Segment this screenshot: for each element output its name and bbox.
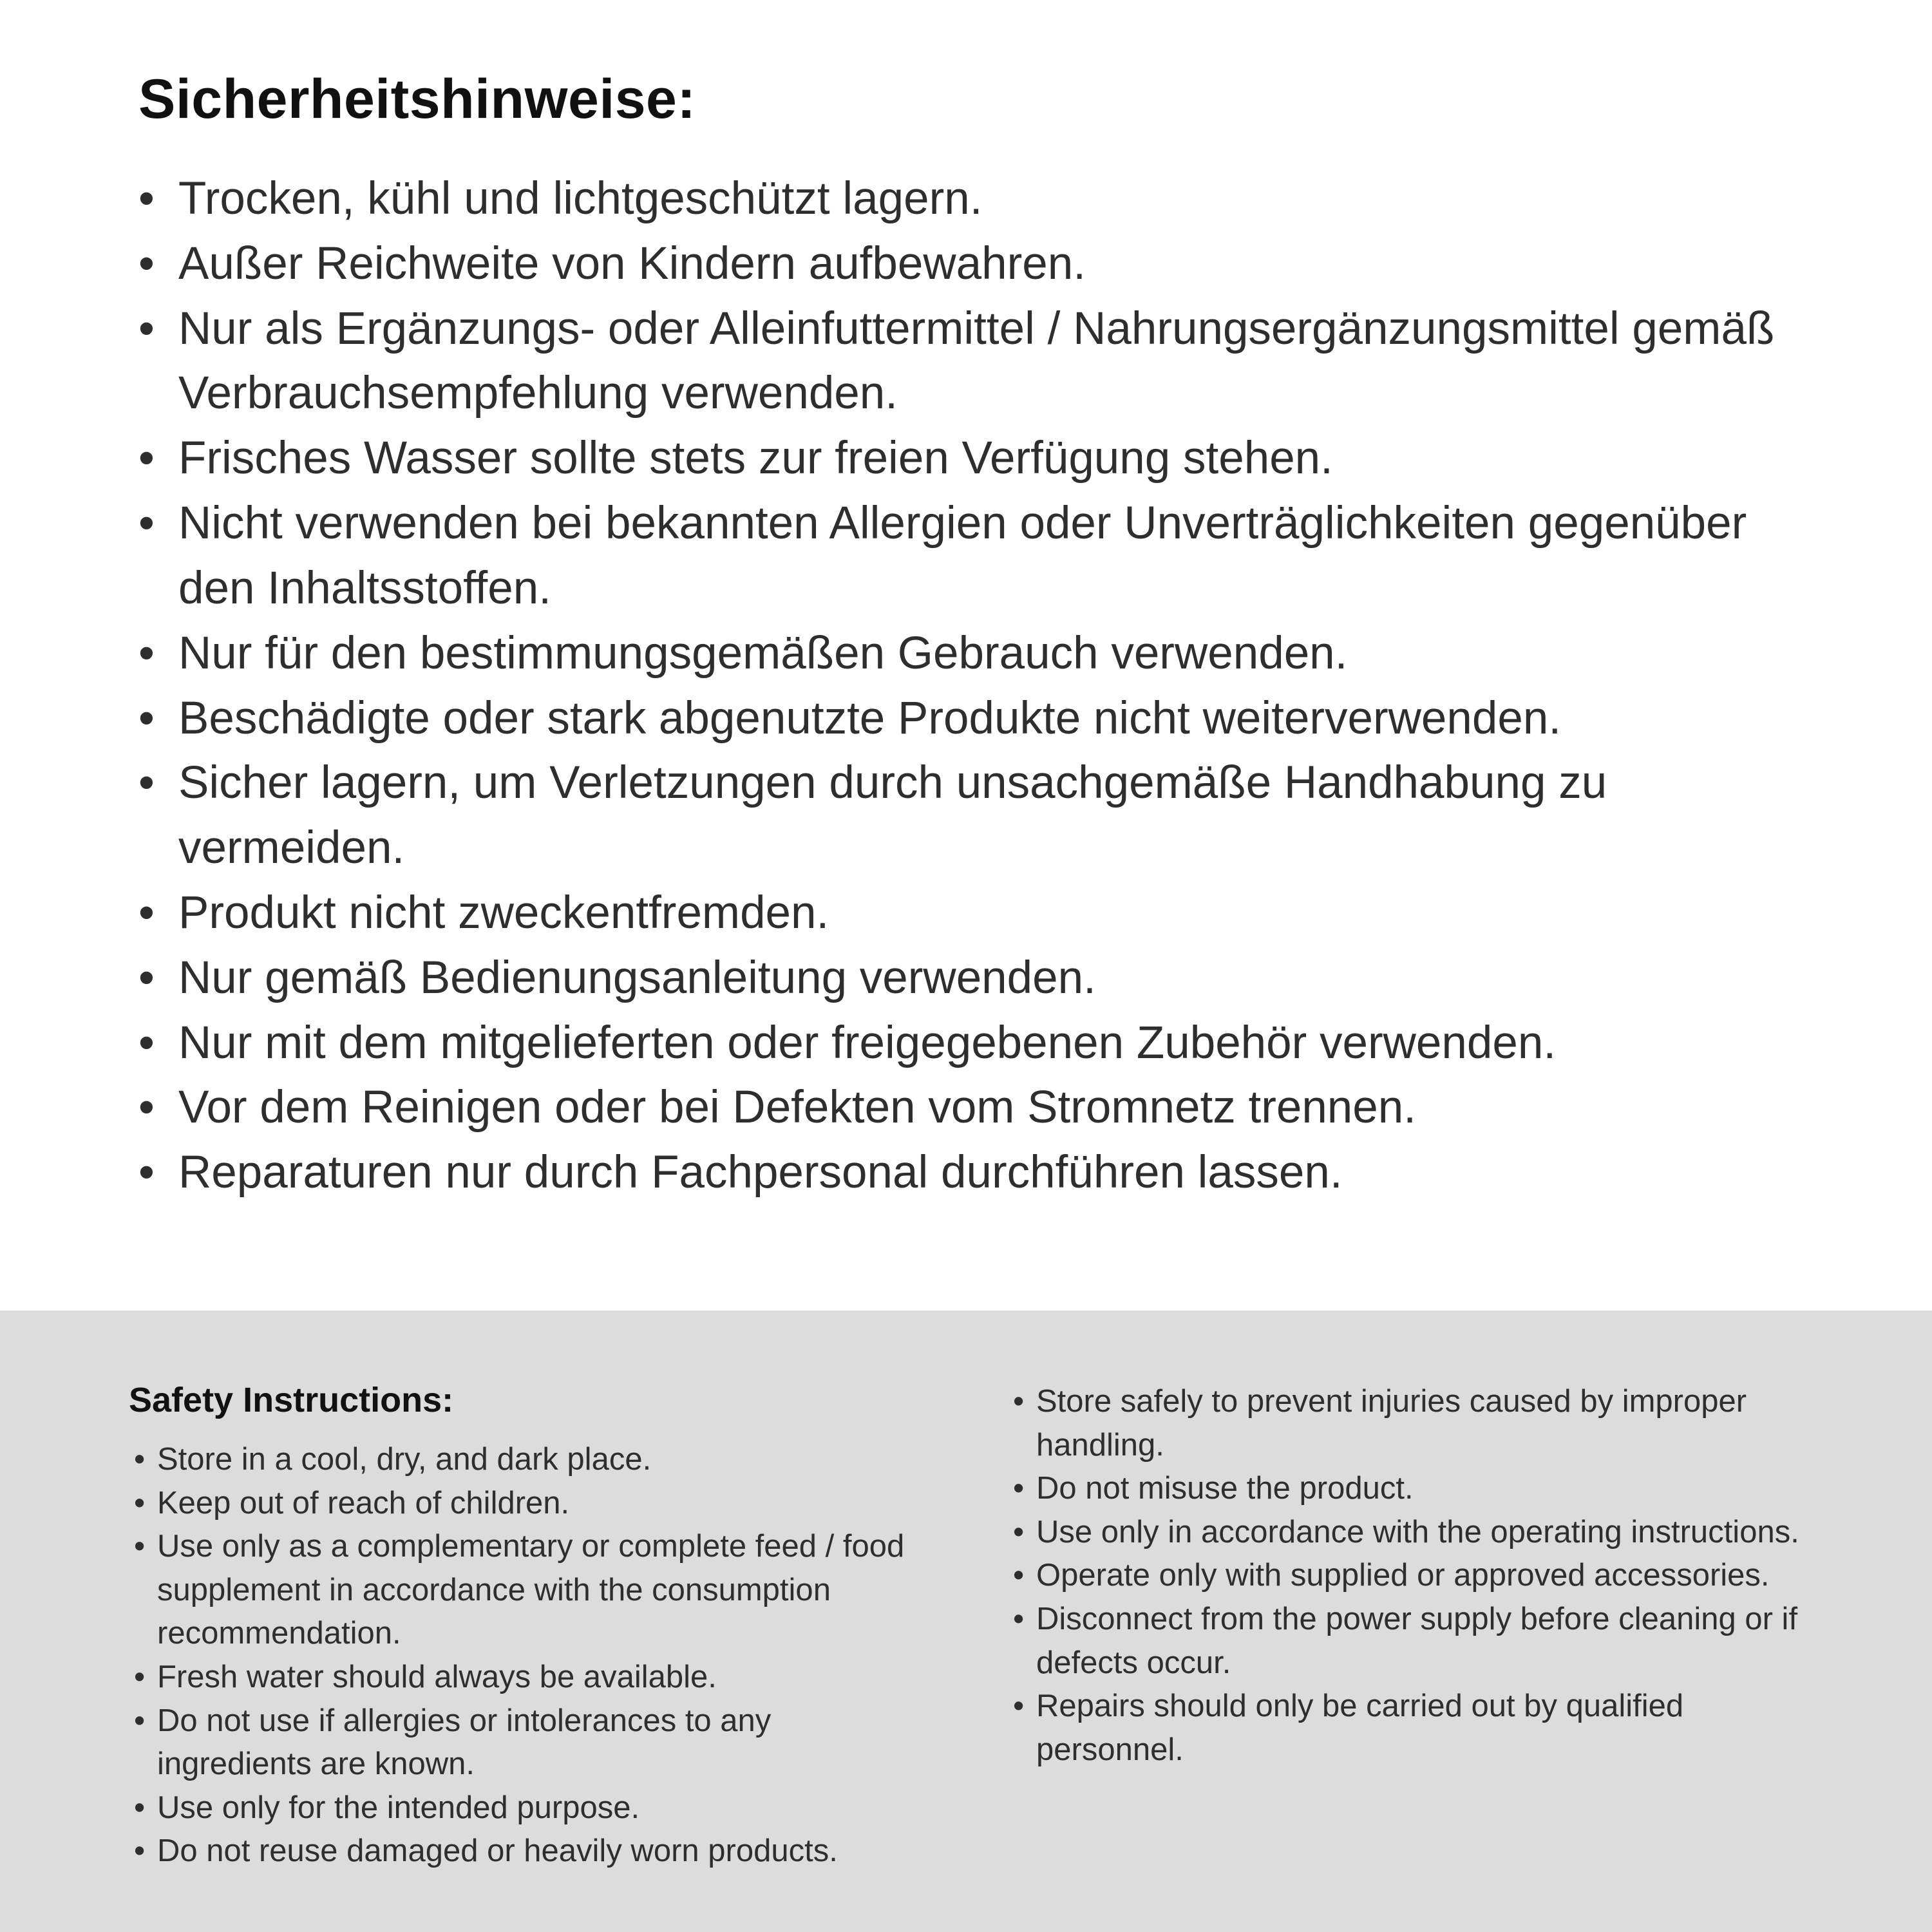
english-safety-item: • Fresh water should always be available.: [129, 1656, 931, 1700]
german-safety-item: • Trocken, kühl und lichtgeschützt lagern.: [138, 167, 1803, 232]
english-safety-item: • Do not use if allergies or intolerances to any ingredients are known.: [129, 1700, 931, 1786]
german-safety-list: [138, 167, 1803, 1206]
english-safety-item: • Operate only with supplied or approved accessories.: [1008, 1554, 1810, 1598]
german-safety-item: • Beschädigte oder stark abgenutzte Produkte nicht weiterverwenden.: [138, 687, 1803, 752]
german-safety-item: • Sicher lagern, um Verletzungen durch unsachgemäße Handhabung zu vermeiden.: [138, 751, 1803, 881]
german-safety-item: • Nur mit dem mitgelieferten oder freigegebenen Zubehör verwenden.: [138, 1011, 1803, 1076]
german-safety-item: • Reparaturen nur durch Fachpersonal durchführen lassen.: [138, 1141, 1803, 1206]
english-safety-item: • Disconnect from the power supply before cleaning or if defects occur.: [1008, 1598, 1810, 1685]
english-safety-item: • Keep out of reach of children.: [129, 1482, 931, 1526]
german-safety-item: • Nur für den bestimmungsgemäßen Gebrauch verwenden.: [138, 621, 1803, 687]
english-safety-item: • Do not misuse the product.: [1008, 1467, 1810, 1511]
english-left-column: [129, 1380, 931, 1893]
english-safety-item: • Store in a cool, dry, and dark place.: [129, 1438, 931, 1482]
english-safety-item: • Use only as a complementary or complete feed / food supplement in accordance with the consumption recommendation.: [129, 1525, 931, 1656]
german-safety-item: • Nur gemäß Bedienungsanleitung verwenden.: [138, 946, 1803, 1011]
german-safety-item: • Nur als Ergänzungs- oder Alleinfuttermittel / Nahrungsergänzungsmittel gemäß Verbrauchsempfehlung verwenden.: [138, 297, 1803, 427]
german-safety-item: • Nicht verwenden bei bekannten Allergien oder Unverträglichkeiten gegenüber den Inhaltsstoffen.: [138, 491, 1803, 621]
german-safety-item: • Außer Reichweite von Kindern aufbewahren.: [138, 232, 1803, 297]
german-safety-item: • Produkt nicht zweckentfremden.: [138, 881, 1803, 946]
english-safety-list-right: [1008, 1380, 1810, 1772]
english-safety-item: • Use only in accordance with the operating instructions.: [1008, 1511, 1810, 1555]
english-safety-list-left: [129, 1438, 931, 1873]
english-safety-section: [0, 1311, 1932, 1932]
english-safety-item: • Repairs should only be carried out by qualified personnel.: [1008, 1685, 1810, 1772]
english-safety-item: • Do not reuse damaged or heavily worn products.: [129, 1830, 931, 1873]
german-safety-item: • Frisches Wasser sollte stets zur freien Verfügung stehen.: [138, 426, 1803, 491]
english-right-column: [1008, 1380, 1810, 1893]
english-section-title: Safety Instructions:: [129, 1381, 454, 1419]
german-section-title: Sicherheitshinweise:: [138, 68, 696, 130]
german-safety-item: • Vor dem Reinigen oder bei Defekten vom Stromnetz trennen.: [138, 1075, 1803, 1141]
english-safety-item: • Use only for the intended purpose.: [129, 1786, 931, 1830]
english-safety-item: • Store safely to prevent injuries caused by improper handling.: [1008, 1380, 1810, 1467]
